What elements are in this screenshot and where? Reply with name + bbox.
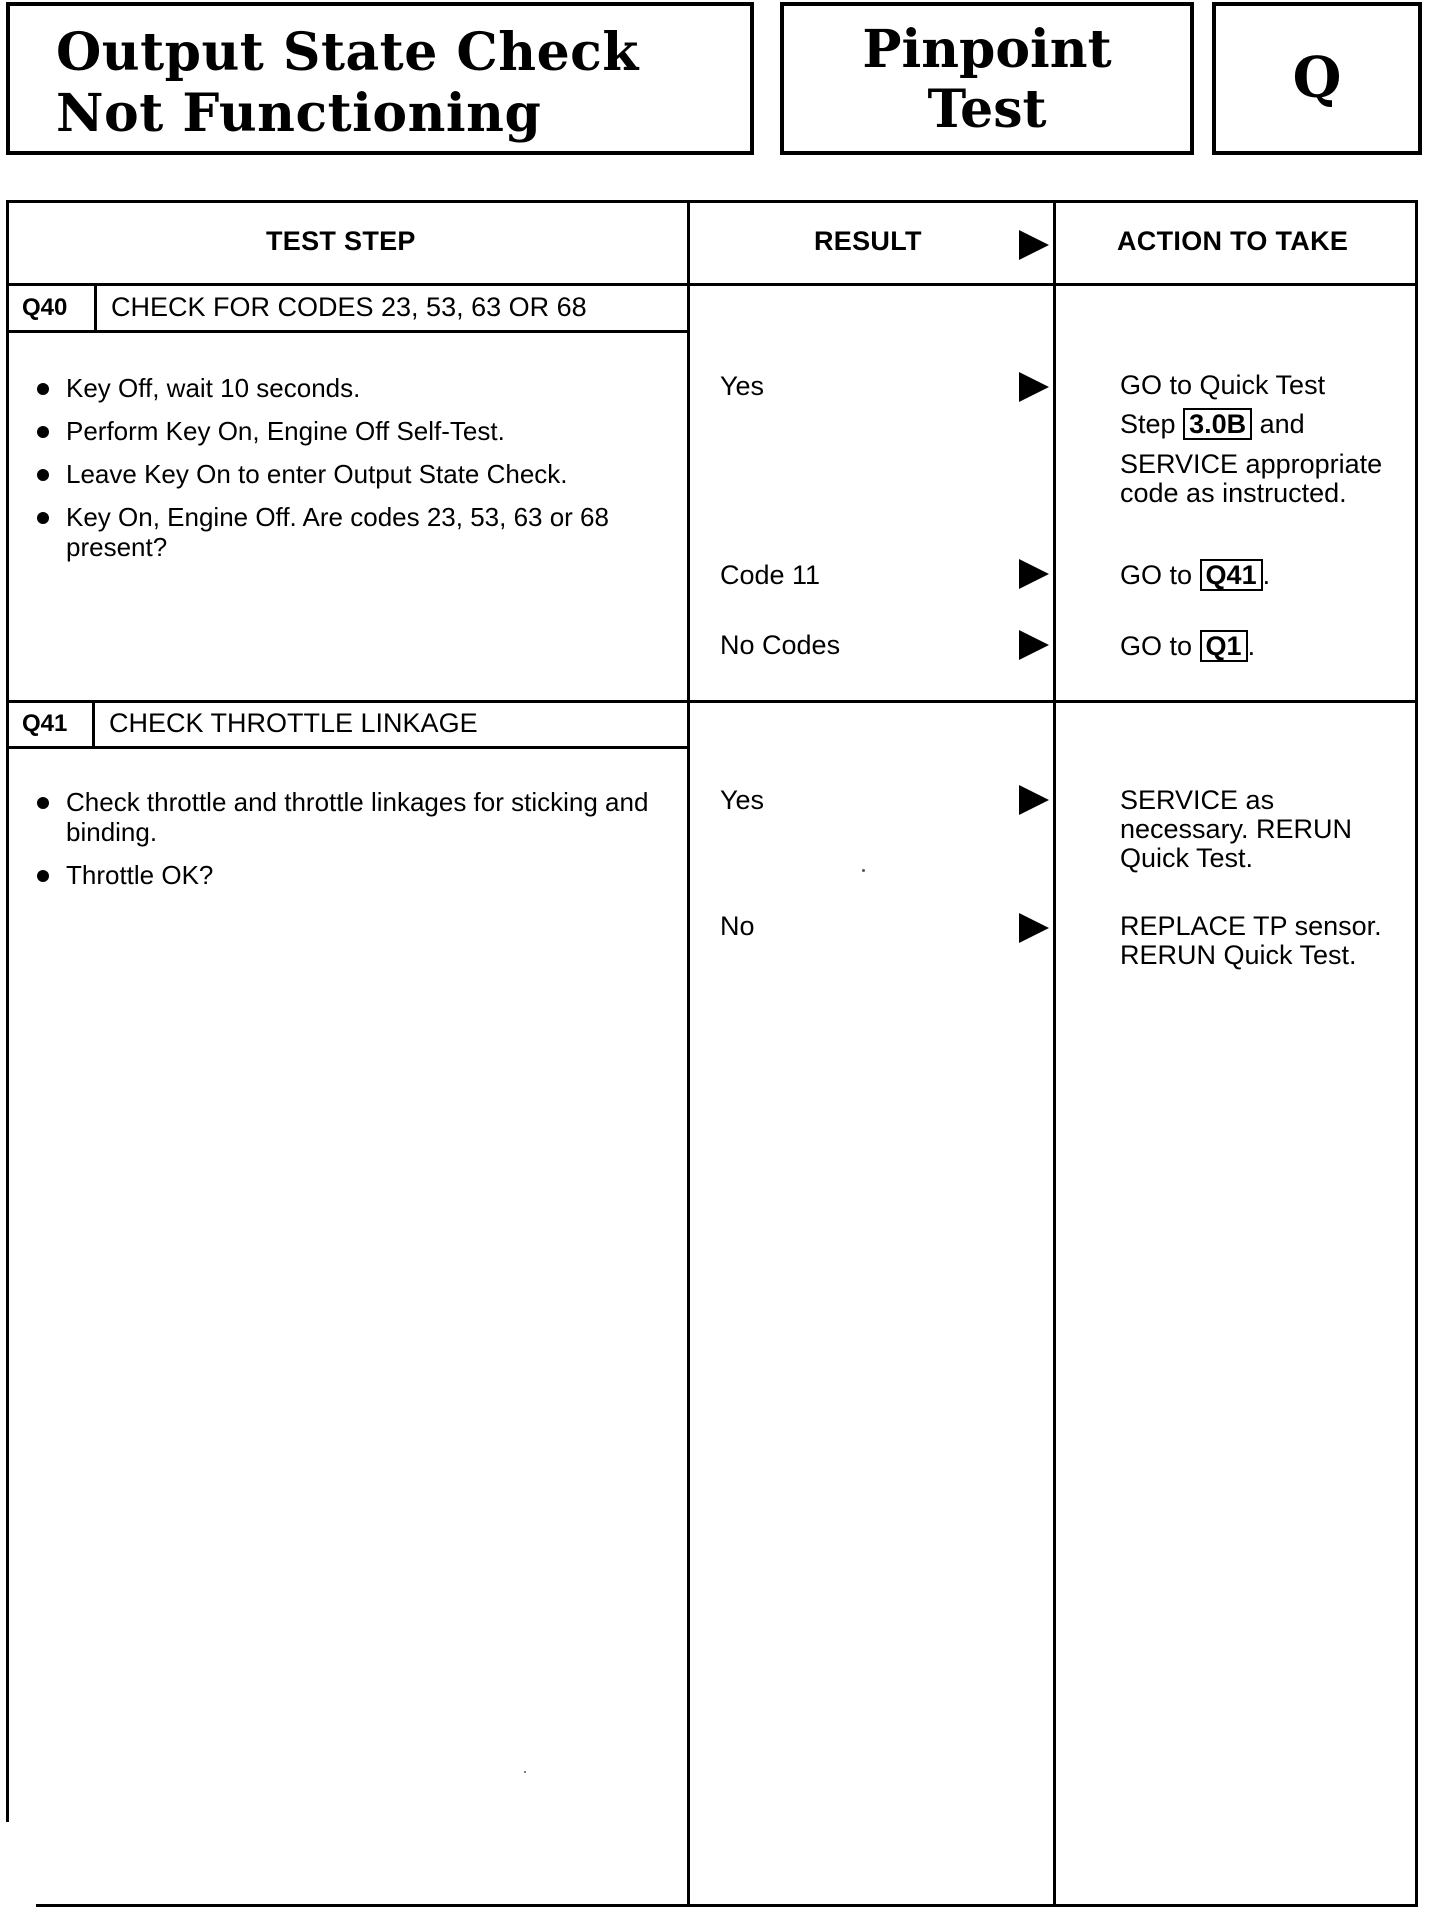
right-border bbox=[1415, 200, 1418, 1906]
title-box bbox=[6, 2, 754, 155]
action-text: GO to bbox=[1120, 560, 1193, 590]
action-line: GO to Quick Test bbox=[1120, 370, 1326, 400]
list-item: Key On, Engine Off. Are codes 23, 53, 63 or 68 present? bbox=[33, 502, 673, 562]
result-arrow-icon bbox=[1019, 785, 1049, 815]
q40-action-no-codes bbox=[1120, 630, 1255, 662]
list-item: Perform Key On, Engine Off Self-Test. bbox=[33, 416, 673, 446]
page-title bbox=[56, 22, 639, 144]
step-divider bbox=[6, 700, 1418, 703]
pinpoint-line-2: Test bbox=[927, 79, 1047, 140]
q40-title-underline bbox=[6, 330, 689, 333]
step-id-q41: Q41 bbox=[22, 710, 68, 737]
q40-action-code-11 bbox=[1120, 559, 1270, 591]
table-top-border bbox=[6, 200, 1418, 203]
q40-id-divider bbox=[94, 283, 97, 332]
q41-result-no: No bbox=[720, 911, 755, 941]
column-header-test-step: TEST STEP bbox=[266, 226, 416, 256]
pinpoint-line-1: Pinpoint bbox=[862, 19, 1112, 80]
step-reference-q1[interactable]: Q1 bbox=[1200, 630, 1248, 662]
step-id-q40: Q40 bbox=[22, 294, 68, 321]
list-item: Check throttle and throttle linkages for sticking and binding. bbox=[33, 787, 663, 847]
test-letter: Q bbox=[1292, 45, 1342, 111]
action-line bbox=[1120, 408, 1382, 440]
action-line: SERVICE as bbox=[1120, 785, 1275, 815]
q40-action-yes bbox=[1120, 371, 1382, 508]
test-letter-box bbox=[1212, 2, 1422, 155]
scan-speck bbox=[862, 869, 865, 872]
action-line: RERUN Quick Test. bbox=[1120, 940, 1357, 970]
q41-title-underline bbox=[6, 746, 689, 749]
list-item: Leave Key On to enter Output State Check. bbox=[33, 459, 673, 489]
action-line: code as instructed. bbox=[1120, 478, 1347, 508]
q41-id-divider bbox=[92, 700, 95, 748]
step-reference-q41[interactable]: Q41 bbox=[1200, 559, 1263, 591]
action-line: SERVICE appropriate bbox=[1120, 449, 1383, 479]
col-divider-2 bbox=[1053, 200, 1056, 1906]
q40-bullet-list bbox=[33, 373, 673, 575]
step-title-q40: CHECK FOR CODES 23, 53, 63 OR 68 bbox=[111, 292, 587, 322]
title-line-2: Not Functioning bbox=[56, 83, 542, 144]
q41-bullet-list bbox=[33, 787, 663, 903]
title-line-1: Output State Check bbox=[56, 22, 639, 83]
action-text: . bbox=[1247, 631, 1256, 661]
q40-result-code-11: Code 11 bbox=[720, 560, 821, 590]
left-border bbox=[6, 200, 9, 1822]
result-arrow-icon bbox=[1019, 630, 1049, 660]
action-text: . bbox=[1262, 560, 1271, 590]
step-reference-3-0b[interactable]: 3.0B bbox=[1183, 408, 1252, 440]
q40-result-no-codes: No Codes bbox=[720, 630, 841, 660]
action-line: Quick Test. bbox=[1120, 843, 1254, 873]
action-line: necessary. RERUN bbox=[1120, 814, 1353, 844]
result-arrow-icon bbox=[1019, 559, 1049, 589]
action-line: REPLACE TP sensor. bbox=[1120, 911, 1382, 941]
column-header-result: RESULT bbox=[814, 226, 922, 256]
q41-action-no bbox=[1120, 912, 1382, 970]
step-title-q41: CHECK THROTTLE LINKAGE bbox=[109, 708, 478, 738]
list-item: Throttle OK? bbox=[33, 860, 663, 890]
action-text: Step bbox=[1120, 409, 1176, 439]
list-item: Key Off, wait 10 seconds. bbox=[33, 373, 673, 403]
header-bottom-border bbox=[6, 283, 1418, 286]
table-bottom-border bbox=[36, 1904, 1418, 1907]
result-arrow-icon bbox=[1019, 913, 1049, 943]
result-arrow-icon bbox=[1019, 372, 1049, 402]
pinpoint-test-box bbox=[780, 2, 1194, 155]
q41-result-yes: Yes bbox=[720, 785, 765, 815]
action-text: and bbox=[1259, 409, 1305, 439]
scan-speck bbox=[524, 1771, 526, 1773]
col-divider-1 bbox=[687, 200, 690, 1906]
column-header-action: ACTION TO TAKE bbox=[1117, 226, 1349, 256]
q40-result-yes: Yes bbox=[720, 371, 765, 401]
result-arrow-icon bbox=[1019, 230, 1049, 260]
q41-action-yes bbox=[1120, 786, 1352, 873]
action-text: GO to bbox=[1120, 631, 1193, 661]
